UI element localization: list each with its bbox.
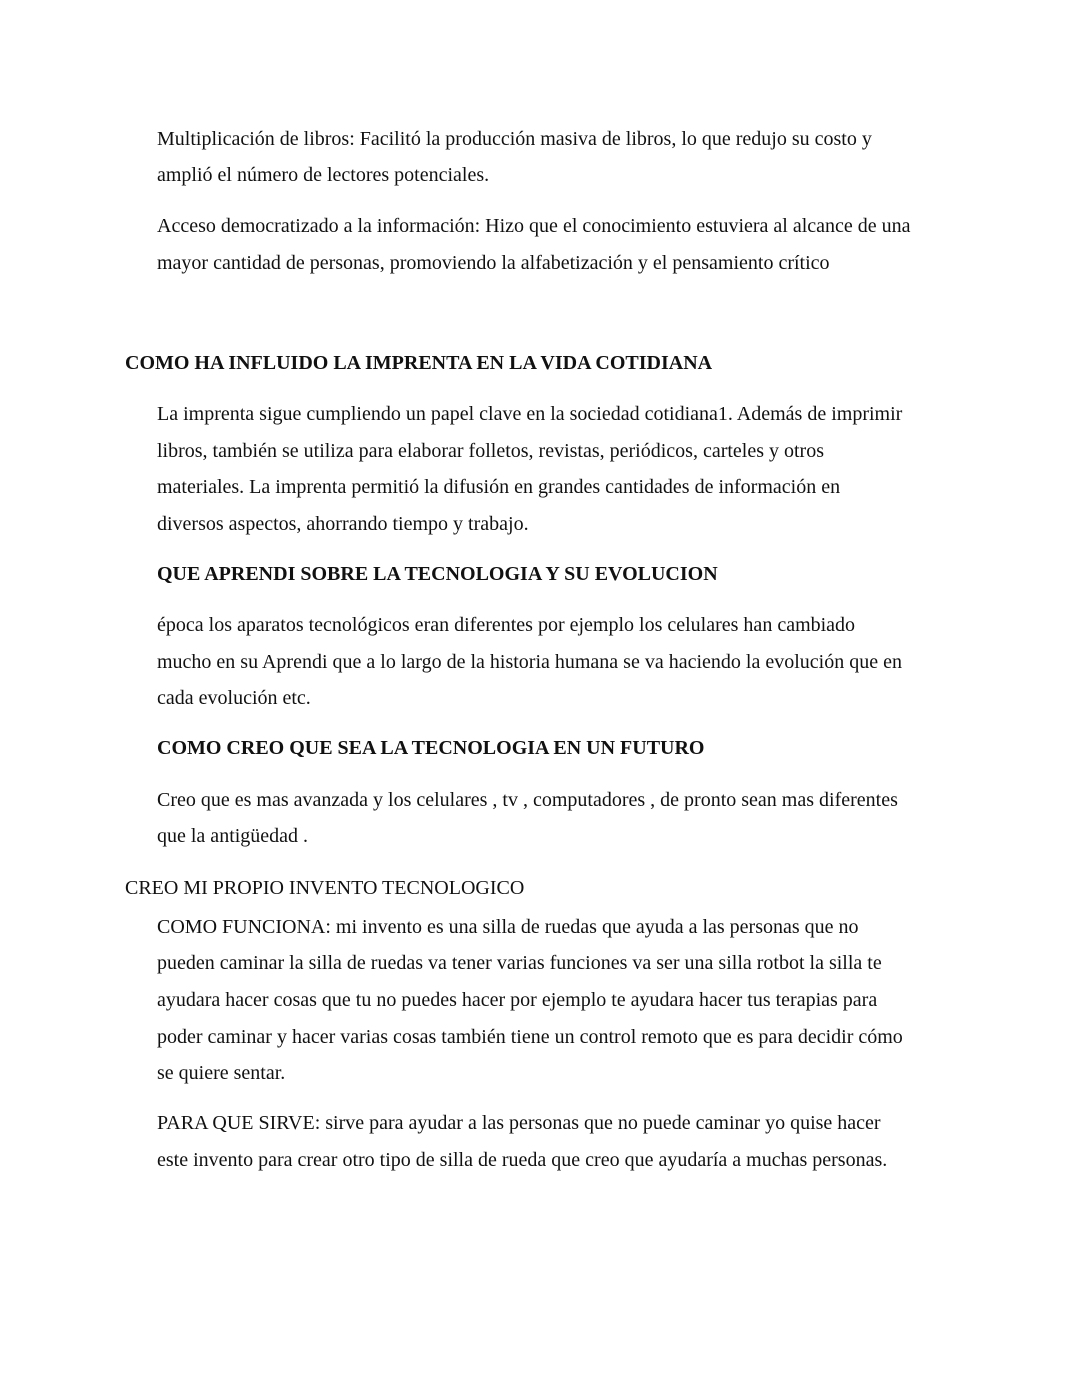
text-line: libros, también se utiliza para elaborar folletos, revistas, periódicos, carteles y otros [157, 440, 825, 462]
text-line: poder caminar y hacer varias cosas también tiene un control remoto que es para decidir cómo [157, 1026, 903, 1048]
text-line: Creo que es mas avanzada y los celulares , tv , computadores , de pronto sean mas diferentes [157, 789, 898, 811]
section-heading: COMO HA INFLUIDO LA IMPRENTA EN LA VIDA COTIDIANA [125, 352, 713, 374]
text-line: época los aparatos tecnológicos eran diferentes por ejemplo los celulares han cambiado [157, 614, 856, 636]
text-line: que la antigüedad . [157, 825, 309, 847]
text-line: diversos aspectos, ahorrando tiempo y trabajo. [157, 513, 529, 535]
text-line: COMO FUNCIONA: mi invento es una silla de ruedas que ayuda a las personas que no [157, 916, 859, 938]
text-line: este invento para crear otro tipo de silla de rueda que creo que ayudaría a muchas personas. [157, 1149, 888, 1171]
text-line: PARA QUE SIRVE: sirve para ayudar a las personas que no puede caminar yo quise hacer [157, 1112, 881, 1134]
text-line: Acceso democratizado a la información: Hizo que el conocimiento estuviera al alcance de una [157, 215, 911, 237]
text-line: mayor cantidad de personas, promoviendo la alfabetización y el pensamiento crítico [157, 252, 830, 274]
text-line: cada evolución etc. [157, 687, 311, 709]
text-line: amplió el número de lectores potenciales. [157, 164, 490, 186]
section-heading: COMO CREO QUE SEA LA TECNOLOGIA EN UN FUTURO [157, 737, 705, 759]
text-line: pueden caminar la silla de ruedas va tener varias funciones va ser una silla rotbot la silla te [157, 952, 882, 974]
text-line: Multiplicación de libros: Facilitó la producción masiva de libros, lo que redujo su costo y [157, 128, 872, 150]
text-line: se quiere sentar. [157, 1062, 286, 1084]
text-line: mucho en su Aprendi que a lo largo de la historia humana se va haciendo la evolución que en [157, 651, 902, 673]
text-line: ayudara hacer cosas que tu no puedes hacer por ejemplo te ayudara hacer tus terapias para [157, 989, 878, 1011]
section-heading: CREO MI PROPIO INVENTO TECNOLOGICO [125, 877, 525, 899]
text-line: materiales. La imprenta permitió la difusión en grandes cantidades de información en [157, 476, 841, 498]
section-heading: QUE APRENDI SOBRE LA TECNOLOGIA Y SU EVOLUCION [157, 563, 718, 585]
text-line: La imprenta sigue cumpliendo un papel clave en la sociedad cotidiana1. Además de imprimir [157, 403, 903, 425]
